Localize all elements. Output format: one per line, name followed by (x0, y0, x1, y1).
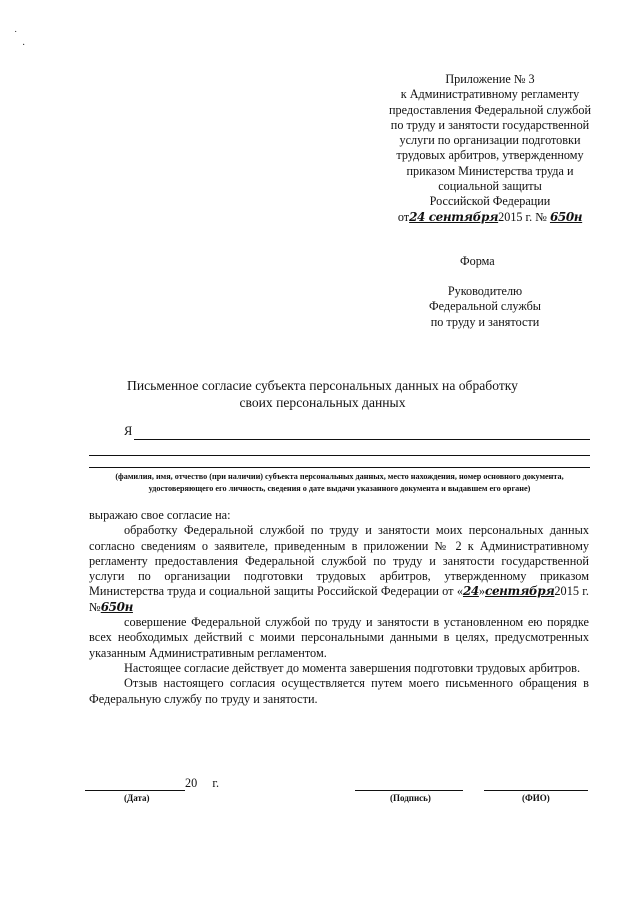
handwritten-date: 24 сентября (409, 209, 499, 224)
appendix-block (370, 72, 610, 225)
appendix-line: Приложение № 3 (445, 72, 535, 86)
scan-mark-left: · (22, 40, 26, 51)
ya-label: Я (124, 424, 133, 438)
applicant-name-field[interactable] (124, 424, 590, 442)
title-line: своих персональных данных (239, 395, 406, 410)
caption-line: удостоверяющего его личность, сведения о дате выдачи указанного документа и выдавшем его органе) (148, 484, 531, 493)
number-sign: № (89, 599, 101, 614)
consent-item-text: обработку Федеральной службой по труду и занятости моих персональных данных согласно сведениям о заявителе, приведенным в приложении № 2 к Административному регламенту предоставления Федеральной службой по труду и занятости государственной услуги по организации подготовки трудовых арбитров, утвержденному приказом Министерства труда и социальной защиты Российской Федерации от « (89, 523, 589, 599)
consent-validity: Настоящее согласие действует до момента завершения подготовки трудовых арбитров. (124, 660, 581, 675)
appendix-line: трудовых арбитров, утвержденному (396, 148, 584, 163)
title-line: Письменное согласие субъекта персональных данных на обработку (127, 378, 518, 393)
signature-date-field[interactable] (85, 776, 219, 791)
scan-mark-top: ˙ (14, 30, 18, 41)
recipient-line: Руководителю (447, 284, 523, 298)
signature-fill-line[interactable] (355, 790, 463, 791)
signature-caption: (Подпись) (390, 793, 431, 803)
consent-body (89, 508, 589, 707)
handwritten-month: сентября (485, 584, 555, 599)
document-title (100, 377, 545, 411)
field-caption (89, 471, 590, 495)
date-caption: (Дата) (124, 793, 150, 803)
fill-line[interactable] (89, 455, 590, 456)
appendix-date-line (370, 210, 610, 225)
recipient-line: по труду и занятости (430, 314, 540, 329)
fio-caption: (ФИО) (522, 793, 550, 803)
fio-fill-line[interactable] (484, 790, 588, 791)
fill-line (134, 439, 590, 440)
handwritten-order-number: 650н (549, 209, 583, 224)
recipient-block (400, 284, 570, 330)
caption-line: (фамилия, имя, отчество (при наличии) субъекта персональных данных, место нахождения, номер основного документа, (115, 472, 564, 481)
fill-line[interactable] (89, 467, 590, 468)
handwritten-order-number: 650н (100, 599, 133, 614)
year-prefix: 20 (185, 776, 198, 790)
appendix-line: по труду и занятости государственной (390, 117, 590, 132)
consent-revocation: Отзыв настоящего согласия осуществляется путем моего письменного обращения в Федеральную службу по труду и занятости. (89, 676, 589, 706)
handwritten-day: 24 (462, 584, 479, 599)
consent-intro: выражаю свое согласие на: (89, 508, 231, 522)
year-text: 2015 г. (554, 584, 589, 599)
form-label: Форма (460, 254, 495, 268)
appendix-line: приказом Министерства труда и (406, 163, 574, 178)
quote-close: » (478, 584, 486, 599)
appendix-line: социальной защиты (438, 179, 542, 194)
consent-item-actions: совершение Федеральной службой по труду и занятости в установленном ею порядке всех необходимых действий с моими персональными данными в целях, предусмотренных указанным Административным регламентом. (89, 615, 589, 660)
appendix-line: Российской Федерации (429, 194, 551, 209)
appendix-line: предоставления Федеральной службой (389, 102, 591, 117)
appendix-line: услуги по организации подготовки (399, 133, 581, 148)
recipient-line: Федеральной службы (429, 299, 541, 314)
consent-item-processing (89, 523, 589, 615)
appendix-line: к Административному регламенту (400, 87, 580, 102)
date-prefix: от (397, 209, 410, 224)
year-suffix: г. (212, 776, 220, 790)
date-fill-line[interactable] (85, 776, 185, 791)
date-suffix: 2015 г. № (498, 209, 547, 224)
